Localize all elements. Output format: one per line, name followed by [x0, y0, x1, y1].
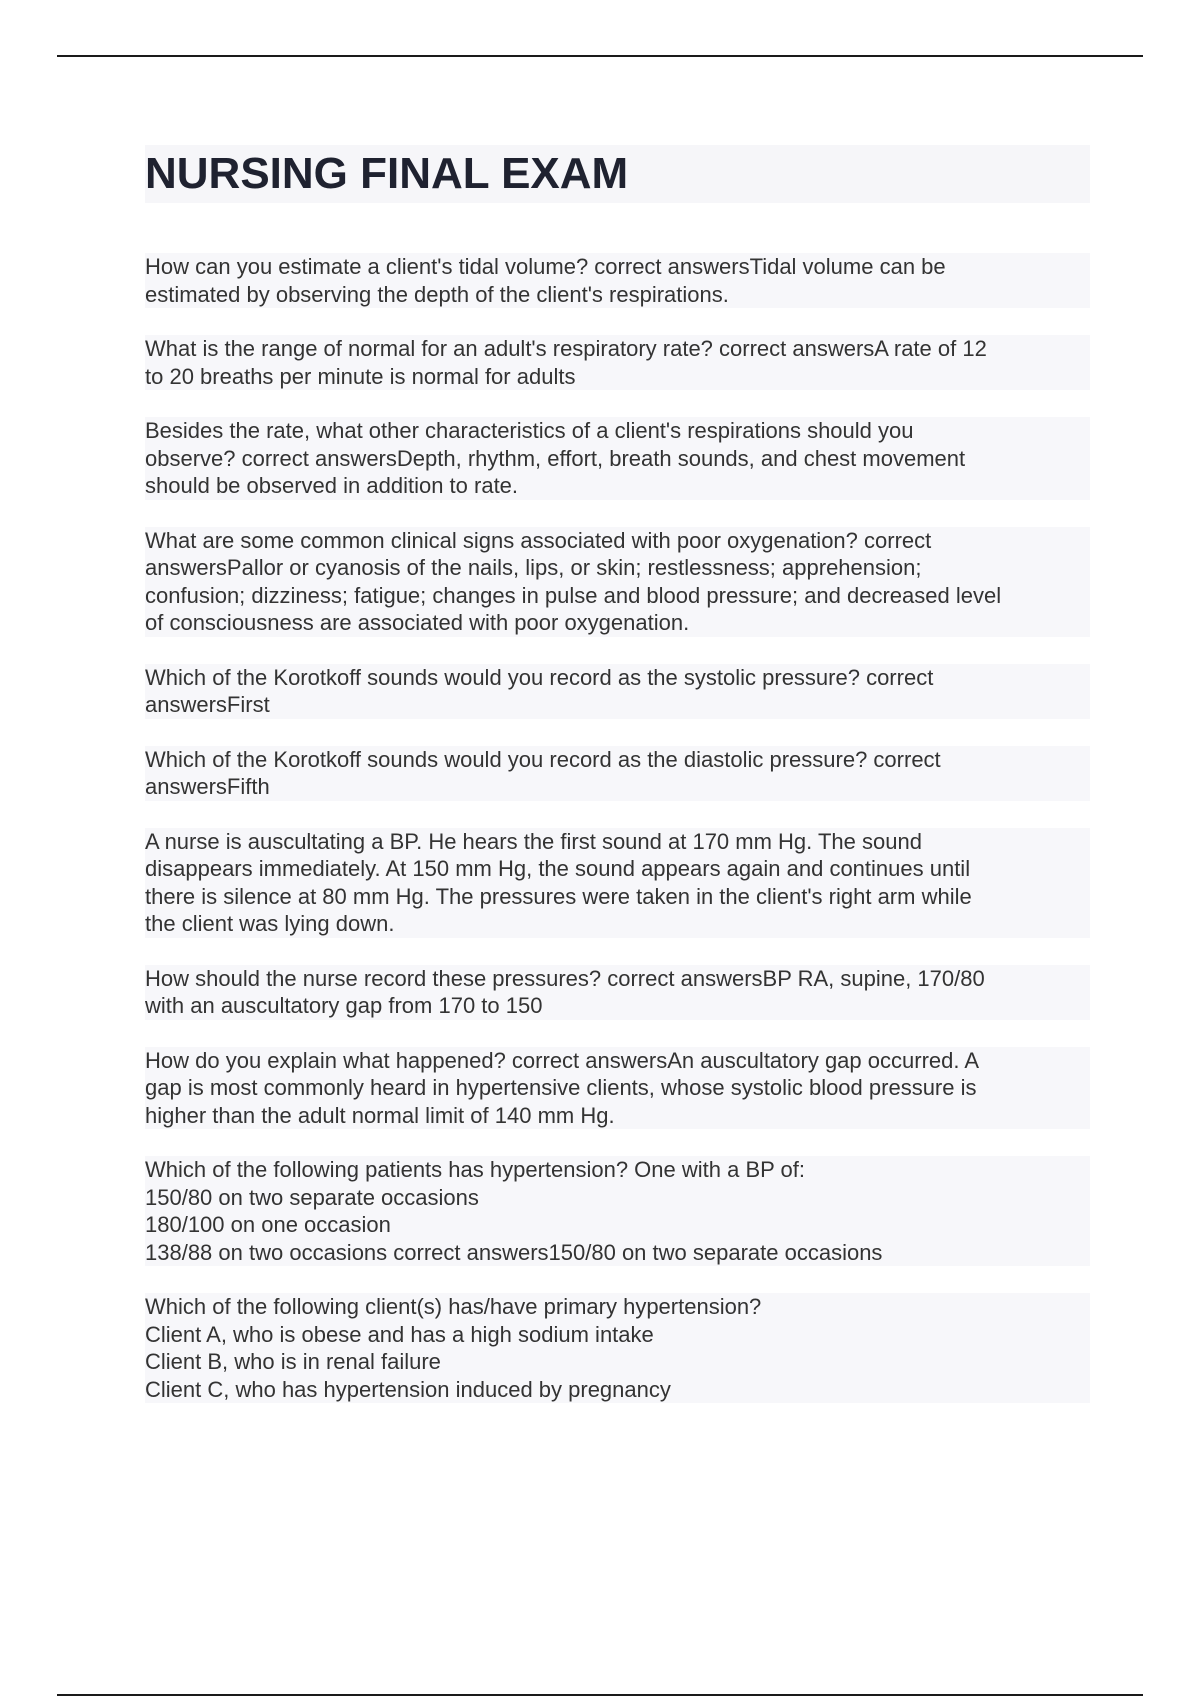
qa-line: Which of the Korotkoff sounds would you record as the diastolic pressure? correct — [145, 746, 941, 772]
qa-line-row — [145, 1102, 1090, 1130]
qa-item — [145, 1047, 1090, 1130]
qa-line-row — [145, 445, 1090, 473]
qa-line-row — [145, 691, 1090, 719]
qa-line: of consciousness are associated with poor oxygenation. — [145, 610, 690, 635]
qa-item — [145, 527, 1090, 637]
qa-line-row — [145, 883, 1090, 911]
qa-line: Client A, who is obese and has a high sodium intake — [145, 1321, 654, 1347]
qa-line-row — [145, 1293, 1090, 1321]
qa-line: 150/80 on two separate occasions — [145, 1184, 479, 1210]
qa-item — [145, 1156, 1090, 1266]
page-title: NURSING FINAL EXAM — [145, 145, 1090, 203]
qa-line: Client C, who has hypertension induced by pregnancy — [145, 1376, 671, 1402]
qa-item — [145, 746, 1090, 801]
qa-line: there is silence at 80 mm Hg. The pressures were taken in the client's right arm while — [145, 883, 972, 909]
bottom-rule — [57, 1694, 1143, 1696]
qa-line: What are some common clinical signs associated with poor oxygenation? correct — [145, 527, 932, 553]
qa-line: Client B, who is in renal failure — [145, 1349, 441, 1374]
qa-line-row — [145, 855, 1090, 883]
qa-line: answersPallor or cyanosis of the nails, lips, or skin; restlessness; apprehension; — [145, 555, 922, 580]
top-rule — [57, 55, 1143, 57]
qa-line-row — [145, 1047, 1090, 1075]
qa-line-row — [145, 335, 1090, 363]
qa-line-row — [145, 472, 1090, 500]
qa-line: Which of the following patients has hypertension? One with a BP of: — [145, 1157, 805, 1182]
qa-line-row — [145, 910, 1090, 938]
qa-line: Which of the Korotkoff sounds would you record as the systolic pressure? correct — [145, 664, 934, 690]
qa-line: answersFirst — [145, 692, 270, 717]
qa-item — [145, 664, 1090, 719]
qa-line-row — [145, 609, 1090, 637]
qa-line: Besides the rate, what other characteristics of a client's respirations should you — [145, 418, 914, 443]
qa-line-row — [145, 1211, 1090, 1239]
qa-line: 180/100 on one occasion — [145, 1212, 391, 1237]
qa-line-row — [145, 554, 1090, 582]
qa-item — [145, 965, 1090, 1020]
qa-line-row — [145, 253, 1090, 281]
qa-line-row — [145, 1184, 1090, 1212]
qa-line-row — [145, 527, 1090, 555]
qa-item — [145, 828, 1090, 938]
qa-line: What is the range of normal for an adult's respiratory rate? correct answersA rate of 12 — [145, 336, 987, 361]
qa-item — [145, 335, 1090, 390]
qa-line-row — [145, 1156, 1090, 1184]
qa-line: should be observed in addition to rate. — [145, 473, 519, 498]
qa-line: 138/88 on two occasions correct answers150/80 on two separate occasions — [145, 1239, 883, 1265]
qa-list — [145, 253, 1090, 1403]
qa-line-row — [145, 417, 1090, 445]
qa-line: A nurse is auscultating a BP. He hears the first sound at 170 mm Hg. The sound — [145, 828, 922, 854]
qa-line-row — [145, 281, 1090, 309]
qa-item — [145, 417, 1090, 500]
qa-item — [145, 1293, 1090, 1403]
qa-line-row — [145, 1321, 1090, 1349]
qa-line-row — [145, 664, 1090, 692]
qa-line: Which of the following client(s) has/have primary hypertension? — [145, 1294, 762, 1319]
qa-line: How can you estimate a client's tidal volume? correct answersTidal volume can be — [145, 254, 946, 279]
qa-line: higher than the adult normal limit of 140 mm Hg. — [145, 1102, 615, 1128]
qa-line: disappears immediately. At 150 mm Hg, the sound appears again and continues until — [145, 856, 971, 881]
qa-line-row — [145, 992, 1090, 1020]
qa-line-row — [145, 582, 1090, 610]
qa-line-row — [145, 828, 1090, 856]
qa-line-row — [145, 1348, 1090, 1376]
qa-line: the client was lying down. — [145, 911, 395, 936]
qa-line-row — [145, 1376, 1090, 1404]
qa-item — [145, 253, 1090, 308]
qa-line-row — [145, 1074, 1090, 1102]
qa-line: How should the nurse record these pressures? correct answersBP RA, supine, 170/80 — [145, 965, 985, 991]
qa-line: answersFifth — [145, 774, 270, 799]
qa-line: gap is most commonly heard in hypertensive clients, whose systolic blood pressure is — [145, 1075, 977, 1100]
qa-line-row — [145, 746, 1090, 774]
qa-line: to 20 breaths per minute is normal for adults — [145, 363, 576, 389]
qa-line: estimated by observing the depth of the client's respirations. — [145, 281, 729, 307]
document-body — [145, 145, 1090, 1430]
qa-line: confusion; dizziness; fatigue; changes in pulse and blood pressure; and decreased level — [145, 582, 1002, 608]
qa-line-row — [145, 363, 1090, 391]
qa-line-row — [145, 1239, 1090, 1267]
qa-line-row — [145, 965, 1090, 993]
qa-line: with an auscultatory gap from 170 to 150 — [145, 993, 543, 1018]
qa-line: observe? correct answersDepth, rhythm, effort, breath sounds, and chest movement — [145, 445, 966, 471]
qa-line-row — [145, 773, 1090, 801]
qa-line: How do you explain what happened? correct answersAn auscultatory gap occurred. A — [145, 1047, 980, 1073]
